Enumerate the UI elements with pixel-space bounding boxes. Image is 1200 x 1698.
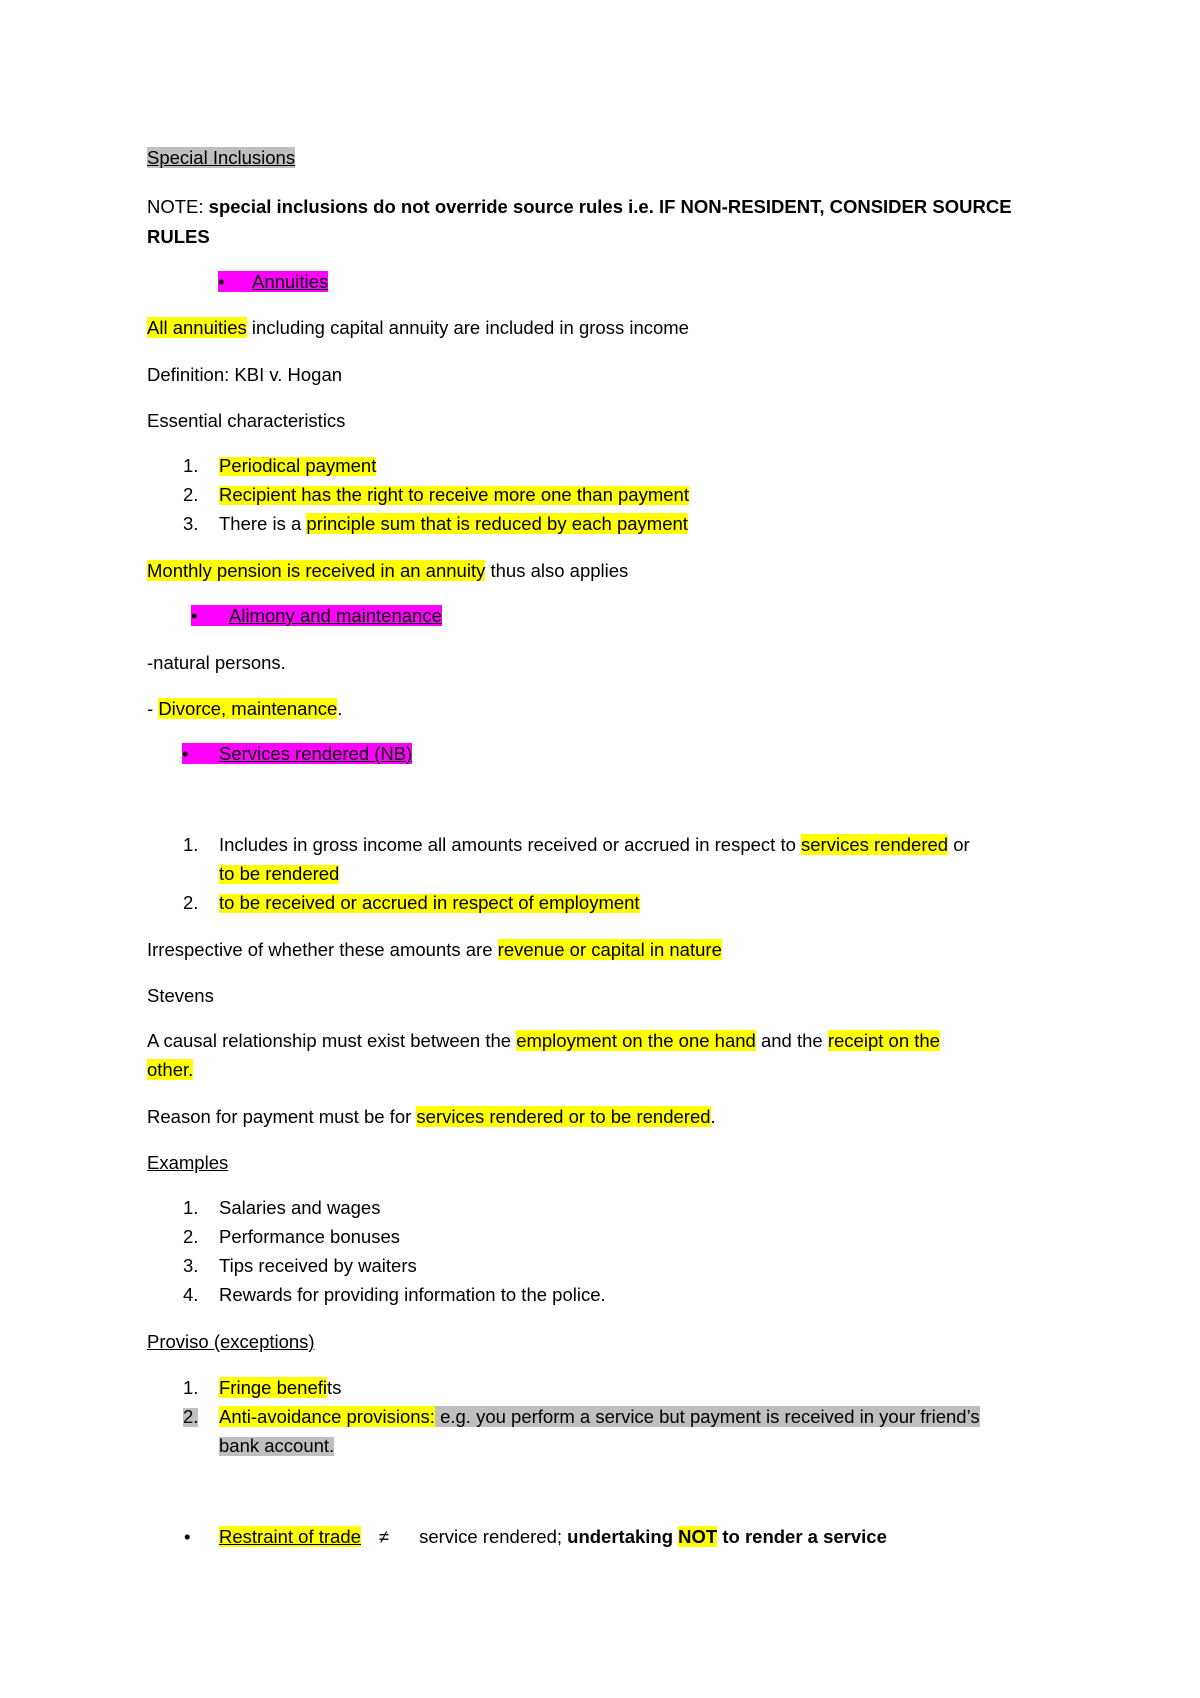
- alimony-line-2-prefix: -: [147, 698, 159, 719]
- restraint-text: service rendered;: [419, 1526, 568, 1547]
- alimony-heading: [191, 607, 442, 626]
- list-number: 1.: [183, 1377, 199, 1398]
- list-text: to be rendered: [219, 863, 340, 884]
- list-text: [219, 515, 688, 534]
- causal-highlight-cont: other.: [147, 1059, 194, 1080]
- bullet-icon: •: [191, 605, 198, 626]
- list-text-rest: ts: [326, 1377, 342, 1398]
- list-number: 2.: [183, 1406, 199, 1427]
- list-number: 4.: [183, 1284, 199, 1305]
- causal-plain-2: and the: [755, 1030, 828, 1051]
- causal-highlight-2: receipt on the: [827, 1030, 940, 1051]
- restraint-line: [184, 1528, 887, 1547]
- not-equal-icon: ≠: [378, 1526, 390, 1547]
- pension-highlight: Monthly pension is received in an annuity: [147, 560, 486, 581]
- list-number: 3.: [183, 1255, 199, 1276]
- list-text: Rewards for providing information to the police.: [219, 1284, 606, 1305]
- bullet-icon: •: [184, 1526, 191, 1547]
- services-heading-text: Services rendered (NB): [219, 743, 413, 764]
- list-text: [219, 1379, 341, 1398]
- list-text-suffix: or: [948, 834, 970, 855]
- restraint-bold-2: to render a service: [717, 1526, 887, 1547]
- list-text-highlight: principle sum that is reduced by each payment: [306, 513, 688, 534]
- reason-suffix: .: [710, 1106, 716, 1127]
- causal-plain-1: A causal relationship must exist between the: [147, 1030, 517, 1051]
- note-line-2: RULES: [147, 226, 210, 247]
- list-text-plain: Includes in gross income all amounts received or accrued in respect to: [219, 834, 802, 855]
- list-number: 1.: [183, 834, 199, 855]
- bullet-icon: •: [182, 743, 189, 764]
- examples-heading: Examples: [147, 1152, 229, 1173]
- list-number: 1.: [183, 1197, 199, 1218]
- alimony-line-2: [147, 700, 342, 719]
- list-text: Performance bonuses: [219, 1226, 400, 1247]
- annuities-definition: Definition: KBI v. Hogan: [147, 364, 343, 385]
- pension-line: [147, 562, 628, 581]
- annuities-heading-text: Annuities: [252, 271, 329, 292]
- list-text: Periodical payment: [219, 455, 377, 476]
- list-text: [219, 1408, 980, 1427]
- restraint-bold-1: undertaking: [567, 1526, 679, 1547]
- list-text: Tips received by waiters: [219, 1255, 417, 1276]
- note-line-1: [147, 198, 1012, 217]
- note-label: NOTE:: [147, 196, 204, 217]
- annuities-inclusion: [147, 319, 689, 338]
- services-heading: [182, 745, 412, 764]
- list-text: Salaries and wages: [219, 1197, 381, 1218]
- annuities-inclusion-highlight: All annuities: [147, 317, 247, 338]
- alimony-line-1: -natural persons.: [147, 652, 286, 673]
- causal-line-2: [147, 1061, 193, 1080]
- restraint-highlight: Restraint of trade: [219, 1526, 361, 1547]
- bullet-icon: •: [218, 271, 225, 292]
- alimony-line-2-highlight: Divorce, maintenance: [158, 698, 338, 719]
- list-number: 3.: [183, 513, 199, 534]
- restraint-bold-highlight: NOT: [678, 1526, 718, 1547]
- reason-line: [147, 1108, 716, 1127]
- list-number: 1.: [183, 455, 199, 476]
- alimony-line-2-suffix: .: [337, 698, 343, 719]
- page-title: [147, 149, 295, 168]
- irrespective-plain: Irrespective of whether these amounts are: [147, 939, 498, 960]
- list-number: 2.: [183, 1226, 199, 1247]
- list-text-plain: There is a: [219, 513, 307, 534]
- list-text: Recipient has the right to receive more one than payment: [219, 484, 689, 505]
- list-text-highlight: Fringe benefi: [219, 1377, 327, 1398]
- irrespective-line: [147, 941, 722, 960]
- list-text-grey: e.g. you perform a service but payment is received in your friend’s: [434, 1406, 980, 1427]
- list-text: to be received or accrued in respect of employment: [219, 892, 640, 913]
- list-number: 2.: [183, 484, 199, 505]
- annuities-inclusion-rest: including capital annuity are included in gross income: [246, 317, 689, 338]
- alimony-heading-text: Alimony and maintenance: [229, 605, 442, 626]
- list-text: [219, 836, 970, 855]
- annuities-heading: [218, 273, 328, 292]
- list-text-highlight: services rendered: [801, 834, 949, 855]
- list-text-highlight: Anti-avoidance provisions:: [219, 1406, 435, 1427]
- list-text: bank account.: [219, 1435, 335, 1456]
- irrespective-highlight: revenue or capital in nature: [497, 939, 722, 960]
- title-text: Special Inclusions: [147, 147, 296, 168]
- reason-highlight: services rendered or to be rendered: [416, 1106, 711, 1127]
- causal-highlight-1: employment on the one hand: [516, 1030, 756, 1051]
- causal-line-1: [147, 1032, 940, 1051]
- pension-rest: thus also applies: [485, 560, 629, 581]
- note-text: special inclusions do not override source rules i.e. IF NON-RESIDENT, CONSIDER SOURCE: [203, 196, 1012, 217]
- reason-plain: Reason for payment must be for: [147, 1106, 417, 1127]
- proviso-heading: Proviso (exceptions): [147, 1331, 315, 1352]
- characteristics-heading: Essential characteristics: [147, 410, 346, 431]
- list-number: 2.: [183, 892, 199, 913]
- case-name: Stevens: [147, 985, 214, 1006]
